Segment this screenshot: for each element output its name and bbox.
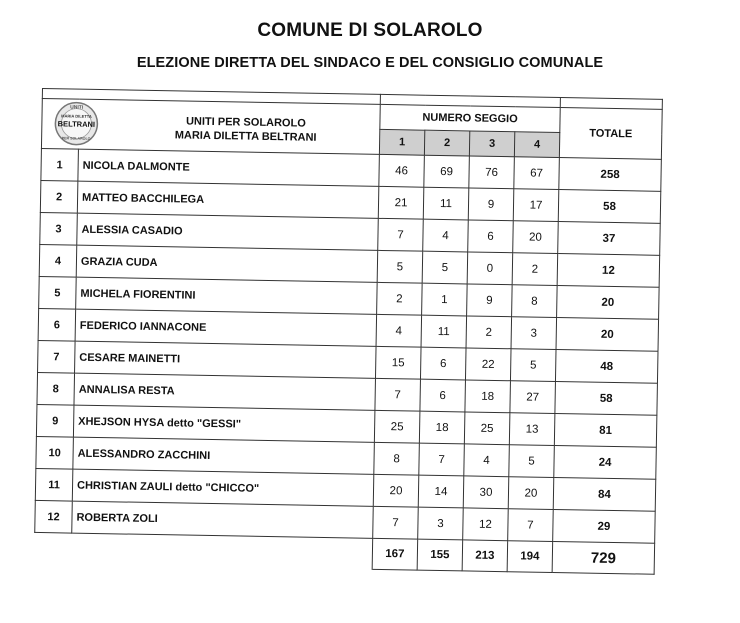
candidate-total: 258 [559, 158, 662, 192]
seat-votes: 7 [419, 443, 465, 476]
results-table [34, 88, 663, 575]
row-number: 2 [40, 180, 78, 213]
seat-votes: 11 [423, 187, 469, 220]
seat-votes: 21 [378, 186, 424, 219]
seat-votes: 76 [469, 156, 515, 189]
list-name-line1: UNITI PER SOLAROLO [185, 115, 306, 130]
seat-votes: 8 [512, 285, 558, 318]
seat-votes: 5 [509, 445, 555, 478]
seat-votes: 5 [510, 349, 556, 382]
seat-number: 3 [469, 131, 514, 157]
candidate-name: ALESSIA CASADIO [77, 213, 379, 250]
seat-votes: 22 [465, 348, 511, 381]
candidate-name: XHEJSON HYSA detto "GESSI" [73, 405, 375, 442]
party-logo-icon [52, 101, 101, 146]
candidate-total: 84 [553, 477, 656, 511]
candidate-total: 24 [554, 445, 657, 479]
candidate-name: FEDERICO IANNACONE [75, 309, 377, 346]
seat-votes: 6 [420, 379, 466, 412]
seat-votes: 20 [373, 474, 419, 507]
seat-votes: 7 [378, 218, 424, 251]
candidate-total: 48 [555, 350, 658, 384]
seat-number: 1 [379, 129, 424, 155]
seat-votes: 2 [512, 253, 558, 286]
page-subtitle: ELEZIONE DIRETTA DEL SINDACO E DEL CONSIGLIO COMUNALE [136, 55, 604, 71]
logo-text-top: UNITI [70, 104, 84, 111]
seat-votes: 18 [419, 411, 465, 444]
candidate-total: 20 [557, 286, 660, 320]
row-number: 5 [39, 276, 77, 309]
seat-votes: 1 [422, 283, 468, 316]
seat-votes: 7 [508, 509, 554, 542]
seat-votes: 13 [509, 413, 555, 446]
seat-votes: 2 [377, 282, 423, 315]
seat-votes: 11 [421, 315, 467, 348]
candidate-total: 81 [554, 414, 657, 448]
candidate-name: MICHELA FIORENTINI [76, 277, 378, 314]
seat-votes: 25 [374, 410, 420, 443]
row-number: 4 [39, 244, 77, 277]
seat-votes: 20 [513, 221, 559, 254]
seat-votes: 25 [464, 412, 510, 445]
candidate-name: ROBERTA ZOLI [72, 501, 374, 538]
seat-votes: 17 [513, 189, 559, 222]
seat-votes: 20 [508, 477, 554, 510]
row-number: 9 [36, 404, 74, 437]
page-title: COMUNE DI SOLAROLO [257, 20, 483, 41]
seat-votes: 69 [424, 155, 470, 188]
candidate-total: 12 [557, 254, 660, 288]
row-number: 12 [35, 500, 73, 533]
candidate-name: ANNALISA RESTA [74, 373, 376, 410]
seat-votes: 0 [467, 252, 513, 285]
candidate-total: 58 [558, 190, 661, 224]
seat-sum: 155 [417, 539, 463, 571]
seat-sum: 167 [372, 538, 418, 570]
list-name-line2: MARIA DILETTA BELTRANI [174, 129, 317, 144]
candidate-name: GRAZIA CUDA [76, 245, 378, 282]
logo-text-name: BELTRANI [57, 119, 96, 129]
row-number: 8 [37, 372, 75, 405]
seat-votes: 30 [463, 476, 509, 509]
seat-votes: 3 [511, 317, 557, 350]
total-header: TOTALE [559, 108, 662, 160]
list-header-cell [41, 99, 380, 155]
seat-votes: 4 [376, 314, 422, 347]
seat-number: 2 [424, 130, 469, 156]
candidate-total: 29 [553, 509, 656, 543]
seat-votes: 8 [374, 442, 420, 475]
seat-votes: 9 [467, 284, 513, 317]
candidate-name: NICOLA DALMONTE [78, 149, 380, 186]
list-name [112, 113, 379, 146]
seat-votes: 9 [468, 188, 514, 221]
seat-sum: 213 [462, 540, 508, 572]
candidate-name: CHRISTIAN ZAULI detto "CHICCO" [72, 469, 374, 506]
seat-votes: 5 [377, 250, 423, 283]
logo-text-bottom: PER SOLAROLO [61, 136, 91, 141]
row-number: 7 [38, 340, 76, 373]
seat-votes: 18 [465, 380, 511, 413]
seat-votes: 27 [510, 381, 556, 414]
seat-votes: 7 [375, 378, 421, 411]
seat-votes: 67 [514, 157, 560, 190]
seat-votes: 7 [373, 506, 419, 539]
candidate-name: MATTEO BACCHILEGA [77, 181, 379, 218]
row-number: 3 [40, 212, 78, 245]
seat-number: 4 [514, 132, 559, 158]
row-number: 1 [41, 148, 79, 181]
seat-sum: 194 [507, 541, 553, 573]
seat-votes: 12 [463, 508, 509, 541]
candidate-total: 37 [558, 222, 661, 256]
row-number: 11 [35, 468, 73, 501]
seat-votes: 15 [375, 346, 421, 379]
candidate-total: 58 [555, 382, 658, 416]
grand-total: 729 [552, 541, 655, 574]
seat-header: NUMERO SEGGIO [380, 104, 560, 132]
row-number: 6 [38, 308, 76, 341]
seat-votes: 6 [420, 347, 466, 380]
logo-text-mid: MARIA DILETTA [61, 113, 92, 119]
seat-votes: 2 [466, 316, 512, 349]
seat-votes: 6 [468, 220, 514, 253]
row-number: 10 [36, 436, 74, 469]
candidate-total: 20 [556, 318, 659, 352]
seat-votes: 14 [418, 475, 464, 508]
seat-votes: 5 [422, 251, 468, 284]
seat-votes: 46 [379, 154, 425, 187]
seat-votes: 4 [464, 444, 510, 477]
candidate-name: CESARE MAINETTI [75, 341, 377, 378]
candidate-name: ALESSANDRO ZACCHINI [73, 437, 375, 474]
seat-votes: 4 [423, 219, 469, 252]
seat-votes: 3 [418, 507, 464, 540]
